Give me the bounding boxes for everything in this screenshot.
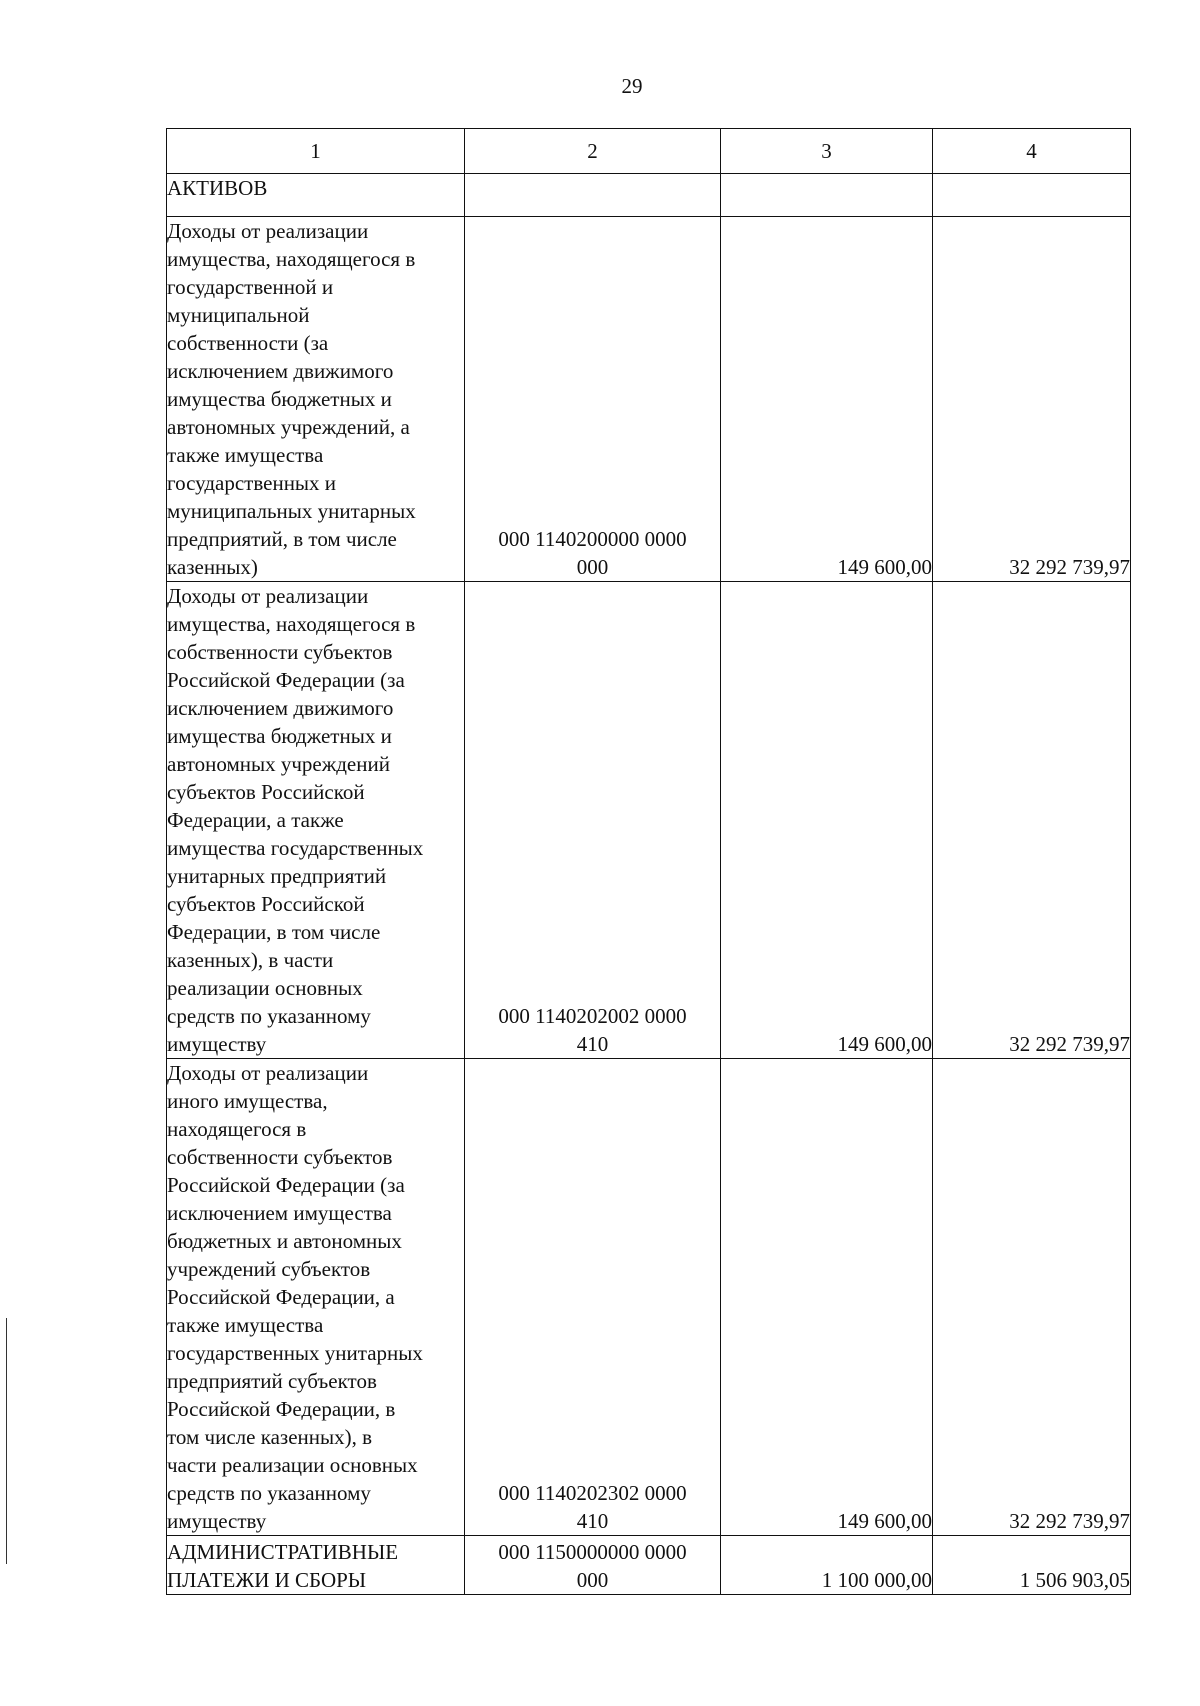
scan-margin-line xyxy=(6,1318,7,1564)
budget-code-cell: 000 1140202002 0000 410 xyxy=(465,582,721,1059)
column-number-row xyxy=(167,129,1131,174)
table-row xyxy=(167,1059,1131,1536)
budget-code-cell: 000 1150000000 0000 000 xyxy=(465,1536,721,1595)
budget-code-cell: 000 1140200000 0000 000 xyxy=(465,217,721,582)
actual-amount-cell: 32 292 739,97 xyxy=(933,582,1131,1059)
column-header: 3 xyxy=(721,129,933,174)
empty-cell xyxy=(933,174,1131,217)
actual-amount-cell: 32 292 739,97 xyxy=(933,1059,1131,1536)
planned-amount-cell: 149 600,00 xyxy=(721,582,933,1059)
actual-amount-cell: 32 292 739,97 xyxy=(933,217,1131,582)
column-header: 1 xyxy=(167,129,465,174)
page-number: 29 xyxy=(621,74,643,98)
actual-amount-cell: 1 506 903,05 xyxy=(933,1536,1131,1595)
continued-label: АКТИВОВ xyxy=(167,174,465,217)
income-name-cell: Доходы от реализации имущества, находящегося в собственности субъектов Российской Федерации (за исключением движимого имущества бюджетных и автономных учреждений субъектов Российской Федерации, а также имущества государственных унитарных предприятий субъектов Российской Федерации, в том числе казенных), в части реализации основных средств по указанному имуществу xyxy=(167,582,465,1059)
income-name-cell: Доходы от реализации иного имущества, находящегося в собственности субъектов Российской Федерации (за исключением имущества бюджетных и автономных учреждений субъектов Российской Федерации, а также имущества государственных унитарных предприятий субъектов Российской Федерации, в том числе казенных), в части реализации основных средств по указанному имуществу xyxy=(167,1059,465,1536)
income-name-cell: АДМИНИСТРАТИВНЫЕ ПЛАТЕЖИ И СБОРЫ xyxy=(167,1536,465,1595)
income-name-cell: Доходы от реализации имущества, находящегося в государственной и муниципальной собственности (за исключением движимого имущества бюджетных и автономных учреждений, а также имущества государственных и муниципальных унитарных предприятий, в том числе казенных) xyxy=(167,217,465,582)
table-row xyxy=(167,1536,1131,1595)
empty-cell xyxy=(721,174,933,217)
column-header: 2 xyxy=(465,129,721,174)
table-row xyxy=(167,217,1131,582)
budget-code-cell: 000 1140202302 0000 410 xyxy=(465,1059,721,1536)
empty-cell xyxy=(465,174,721,217)
planned-amount-cell: 1 100 000,00 xyxy=(721,1536,933,1595)
table-row xyxy=(167,582,1131,1059)
planned-amount-cell: 149 600,00 xyxy=(721,1059,933,1536)
column-header: 4 xyxy=(933,129,1131,174)
budget-table xyxy=(166,128,1131,1595)
planned-amount-cell: 149 600,00 xyxy=(721,217,933,582)
continued-row xyxy=(167,174,1131,217)
